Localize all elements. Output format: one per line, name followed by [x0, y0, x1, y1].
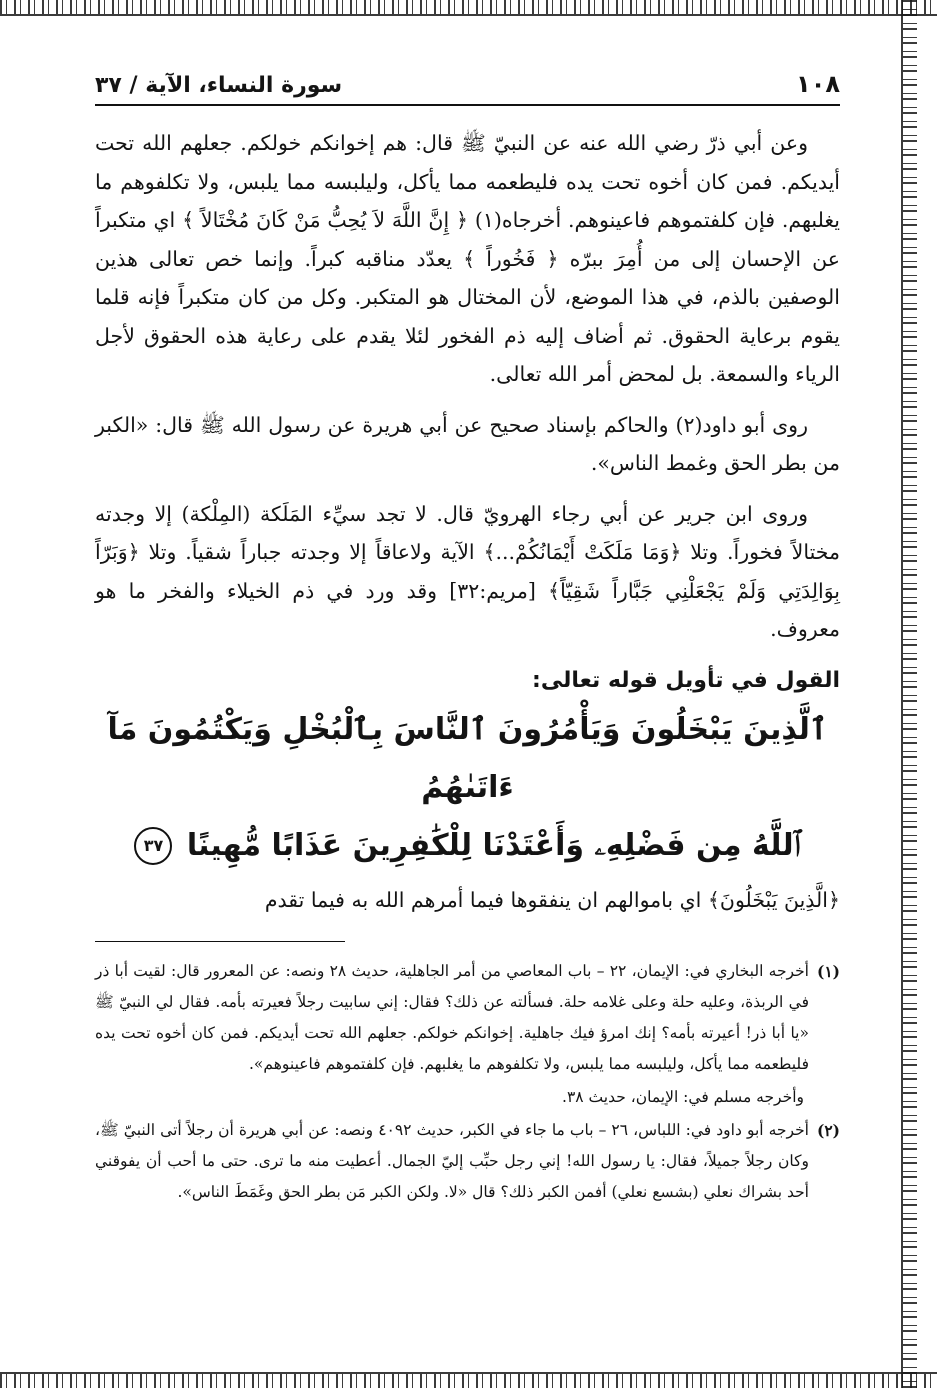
verse-line-1: ٱلَّذِينَ يَبْخَلُونَ وَيَأْمُرُونَ ٱلنَّاسَ بِٱلْبُخْلِ وَيَكْتُمُونَ مَآ ءَاتَىٰهُمُ [107, 711, 828, 805]
verse-line-2-text: ٱللَّهُ مِن فَضْلِهِۦ وَأَعْتَدْنَا لِلْكَٰفِرِينَ عَذَابًا مُّهِينًا [186, 827, 801, 863]
quran-verse [95, 701, 840, 875]
top-decorative-border [0, 0, 937, 16]
footnote-text: أخرجه البخاري في: الإيمان، ٢٢ – باب المعاصي من أمر الجاهلية، حديث ٢٨ ونصه: عن المعرور قال: لقيت أبا ذر في الربذة، وعليه حلة وعلى غلامه حلة. فسألته عن ذلك؟ فقال: إني سابيت رجلاً فعيرته بأمه. فقال لي النبيّ ﷺ «يا أبا ذر! أعيرته بأمه؟ إنك امرؤ فيك جاهلية. إخوانكم خولكم. جعلهم الله تحت أيديكم. فمن كان أخوه تحت يده فليطعمه مما يأكل، وليلبسه مما يلبس، ولا تكلفوهم ما يغلبهم. فإن كلفتموهم فاعينوهم». [95, 962, 809, 1073]
verse-line-2 [95, 817, 840, 875]
footnote [95, 1115, 840, 1208]
footnote [95, 956, 840, 1080]
ayah-number-badge: ٣٧ [134, 827, 172, 865]
paragraph: وعن أبي ذرّ رضي الله عنه عن النبيّ ﷺ قال: هم إخوانكم خولكم. جعلهم الله تحت أيديكم. فمن كان أخوه تحت يده فليطعمه مما يأكل، وليلبسه مما يلبس، ولا تكلفوهم ما يغلبهم. فإن كلفتموهم فاعينوهم. أخرجاه(١) ﴿ إِنَّ اللَّهَ لاَ يُحِبُّ مَنْ كَانَ مُخْتَالاً ﴾ اي متكبراً عن الإحسان إلى من أُمِرَ ببرّه ﴿ فَخُوراً ﴾ يعدّد مناقبه كبراً. وإنما خص تعالى هذين الوصفين بالذم، في هذا الموضع، لأن المختال هو المتكبر. وكل من كان متكبراً فإنه قلما يقوم برعاية الحقوق. ثم أضاف إليه ذم الفخور لئلا يقدم على رعاية هذه الحقوق لأجل الرياء والسمعة. بل لمحض أمر الله تعالى. [95, 131, 840, 386]
footnote-marker: (١) [816, 962, 840, 981]
paragraph: وروى ابن جرير عن أبي رجاء الهرويّ قال. لا تجد سيِّء المَلَكة (المِلْكة) إلا وجدته مختالاً فخوراً. وتلا ﴿وَمَا مَلَكَتْ أَيْمَانُكُمْ...﴾ الآية ولاعاقاً إلا وجدته جباراً شقياً. وتلا ﴿وَبَرّاً بِوَالِدَتِي وَلَمْ يَجْعَلْنِي جَبَّاراً شَقِيّاً﴾ [مريم:٣٢] وقد ورد في ذم الخيلاء والفخر ما هو معروف. [95, 501, 840, 641]
page-number: ١٠٨ [796, 70, 840, 98]
footnote-text: أخرجه أبو داود في: اللباس، ٢٦ – باب ما جاء في الكبر، حديث ٤٠٩٢ ونصه: عن أبي هريرة أن رجلاً أتى النبيّ ﷺ، وكان رجلاً جميلاً، فقال: يا رسول الله! إني رجل حبِّب إليّ الجمال. أعطيت منه ما ترى. حتى ما أحب أن يفوقني أحد بشراك نعلي (بشسع نعلي) أفمن الكبر ذلك؟ قال «لا. ولكن الكبر مَن بطر الحق وغَمَطَ الناس». [95, 1121, 809, 1201]
running-title: سورة النساء، الآية / ٣٧ [95, 73, 343, 98]
right-decorative-border [901, 0, 917, 1388]
paragraph: روى أبو داود(٢) والحاكم بإسناد صحيح عن أبي هريرة عن رسول الله ﷺ قال: «الكبر من بطر الحق وغمط الناس». [95, 412, 840, 475]
section-heading: القول في تأويل قوله تعالى: [532, 667, 840, 693]
commentary-line: ﴿الَّذِينَ يَبْخَلُونَ﴾ اي باموالهم ان ينفقوها فيما أمرهم الله به فيما تقدم [264, 887, 840, 912]
main-text [95, 124, 840, 919]
footnotes [95, 956, 840, 1208]
footnote-continuation: وأخرجه مسلم في: الإيمان، حديث ٣٨. [562, 1088, 804, 1106]
footnote-separator [95, 941, 345, 942]
bottom-decorative-border [0, 1372, 937, 1388]
footnote-marker: (٢) [816, 1121, 840, 1140]
page-content [95, 70, 840, 1210]
running-header [95, 70, 840, 106]
